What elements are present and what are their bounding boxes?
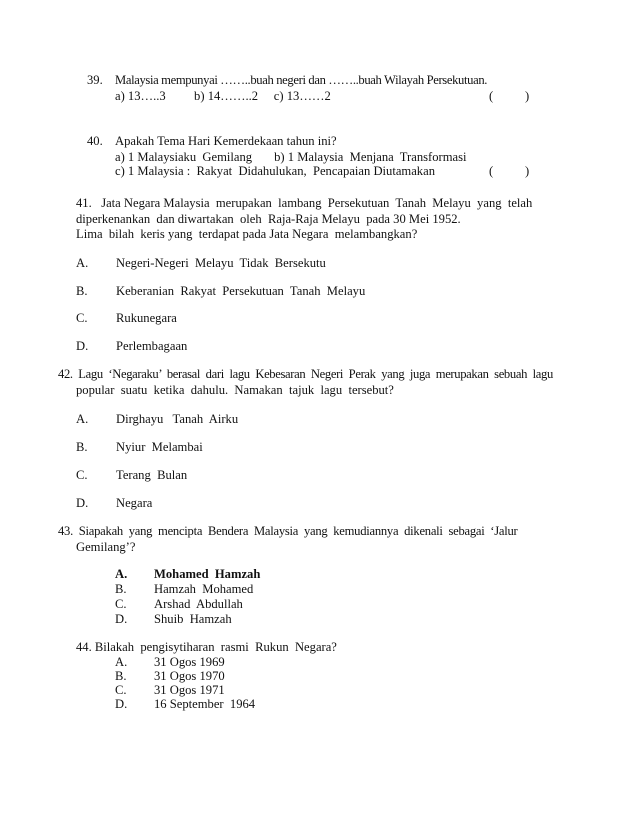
q39-question: Malaysia mempunyai ……..buah negeri dan ……..buah Wilayah Persekutuan. bbox=[115, 73, 488, 87]
q39-bracket-close: ) bbox=[525, 89, 530, 103]
q44-option-text: 31 Ogos 1971 bbox=[154, 683, 225, 697]
q43-option-letter: B. bbox=[115, 582, 127, 596]
q39-number: 39. bbox=[87, 73, 103, 87]
q42-line1: 42. Lagu ‘Negaraku’ berasal dari lagu Kebesaran Negeri Perak yang juga merupakan sebuah lagu bbox=[58, 367, 553, 381]
q44-line1: 44. Bilakah pengisytiharan rasmi Rukun Negara? bbox=[76, 640, 337, 654]
q43-option-text: Arshad Abdullah bbox=[154, 597, 243, 611]
q41-line1: 41. Jata Negara Malaysia merupakan lambang Persekutuan Tanah Melayu yang telah bbox=[76, 196, 533, 210]
q43-option-letter: D. bbox=[115, 612, 128, 626]
q41-option-letter: C. bbox=[76, 311, 88, 325]
q42-option-letter: D. bbox=[76, 496, 89, 510]
q40-option-line2: c) 1 Malaysia : Rakyat Didahulukan, Pencapaian Diutamakan bbox=[115, 164, 435, 178]
q40-bracket-open: ( bbox=[489, 164, 494, 178]
q43-option-text: Shuib Hamzah bbox=[154, 612, 232, 626]
q43-option-letter: C. bbox=[115, 597, 127, 611]
q43-option-letter: A. bbox=[115, 567, 128, 581]
q40-bracket-close: ) bbox=[525, 164, 530, 178]
q42-option-text: Nyiur Melambai bbox=[116, 440, 203, 454]
q42-option-text: Terang Bulan bbox=[116, 468, 188, 482]
q41-option-letter: B. bbox=[76, 284, 88, 298]
q42-option-text: Dirghayu Tanah Airku bbox=[116, 412, 239, 426]
q42-line2: popular suatu ketika dahulu. Namakan tajuk lagu tersebut? bbox=[76, 383, 394, 397]
q42-option-text: Negara bbox=[116, 496, 153, 510]
q44-option-letter: B. bbox=[115, 669, 127, 683]
q42-option-letter: C. bbox=[76, 468, 88, 482]
q43-option-text: Hamzah Mohamed bbox=[154, 582, 254, 596]
q40-number: 40. bbox=[87, 134, 103, 148]
q41-option-letter: A. bbox=[76, 256, 89, 270]
q44-option-letter: A. bbox=[115, 655, 128, 669]
q44-option-text: 16 September 1964 bbox=[154, 697, 256, 711]
q39-bracket-open: ( bbox=[489, 89, 494, 103]
q43-line2: Gemilang’? bbox=[76, 540, 136, 554]
q41-option-text: Negeri-Negeri Melayu Tidak Bersekutu bbox=[116, 256, 326, 270]
q43-option-text: Mohamed Hamzah bbox=[154, 567, 261, 581]
q41-option-text: Keberanian Rakyat Persekutuan Tanah Melayu bbox=[116, 284, 366, 298]
q40-question: Apakah Tema Hari Kemerdekaan tahun ini? bbox=[115, 134, 337, 148]
q44-option-letter: D. bbox=[115, 697, 128, 711]
q44-option-text: 31 Ogos 1969 bbox=[154, 655, 225, 669]
q44-option-letter: C. bbox=[115, 683, 127, 697]
q43-line1: 43. Siapakah yang mencipta Bendera Malaysia yang kemudiannya dikenali sebagai ‘Jalur bbox=[58, 524, 518, 538]
q41-option-letter: D. bbox=[76, 339, 89, 353]
q42-option-letter: B. bbox=[76, 440, 88, 454]
q41-line3: Lima bilah keris yang terdapat pada Jata Negara melambangkan? bbox=[76, 227, 418, 241]
q41-option-text: Rukunegara bbox=[116, 311, 177, 325]
q40-option-line1: a) 1 Malaysiaku Gemilang b) 1 Malaysia Menjana Transformasi bbox=[115, 150, 467, 164]
q41-option-text: Perlembagaan bbox=[116, 339, 188, 353]
q41-line2: diperkenankan dan diwartakan oleh Raja-Raja Melayu pada 30 Mei 1952. bbox=[76, 212, 461, 226]
q39-options: a) 13…..3 b) 14……..2 c) 13……2 bbox=[115, 89, 331, 103]
q42-option-letter: A. bbox=[76, 412, 89, 426]
q44-option-text: 31 Ogos 1970 bbox=[154, 669, 225, 683]
